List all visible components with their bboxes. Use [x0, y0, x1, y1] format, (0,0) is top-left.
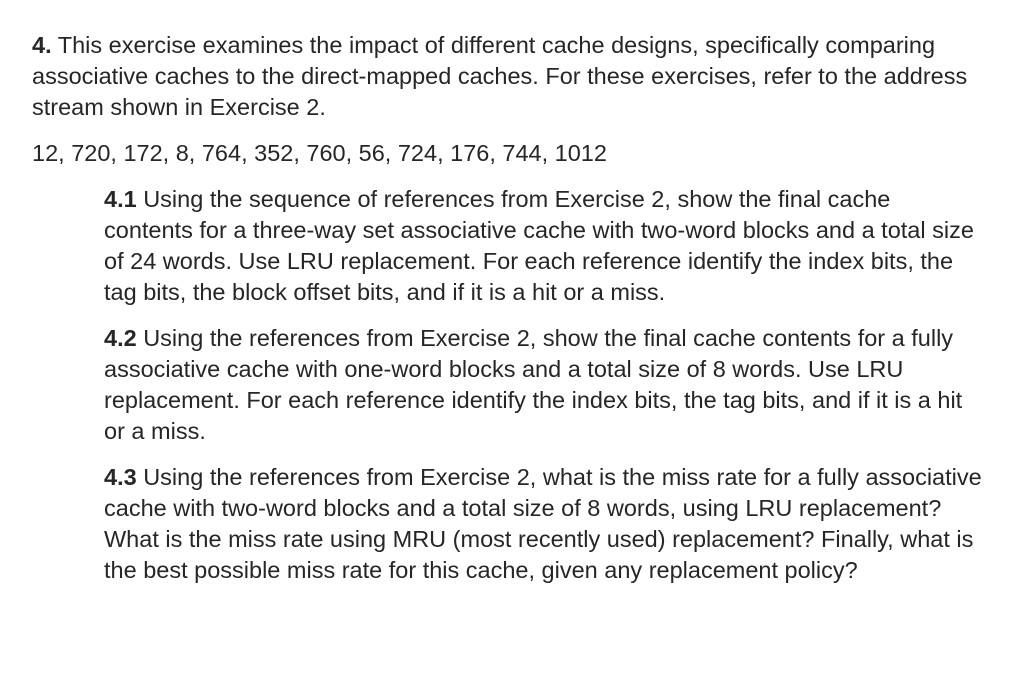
- exercise-document: [32, 30, 992, 586]
- subexercise-text: Using the sequence of references from Exercise 2, show the final cache contents for a three-way set associative cache with two-word blocks and a total size of 24 words. Use LRU replacement. For each reference identify the index bits, the tag bits, the block offset bits, and if it is a hit or a miss.: [104, 186, 974, 305]
- exercise-intro: [32, 30, 992, 123]
- subexercise-number: 4.3: [104, 464, 137, 490]
- subexercise-text: Using the references from Exercise 2, show the final cache contents for a fully associative cache with one-word blocks and a total size of 8 words. Use LRU replacement. For each reference identify the index bits, the tag bits, and if it is a hit or a miss.: [104, 325, 963, 444]
- subexercise-text: Using the references from Exercise 2, what is the miss rate for a fully associative cache with two-word blocks and a total size of 8 words, using LRU replacement? What is the miss rate using MRU (most recently used) replacement? Finally, what is the best possible miss rate for this cache, given any replacement policy?: [104, 464, 982, 583]
- exercise-intro-text: This exercise examines the impact of different cache designs, specifically comparing associative caches to the direct-mapped caches. For these exercises, refer to the address stream shown in Exercise 2.: [32, 32, 968, 120]
- subexercise-4-3: [104, 462, 984, 586]
- exercise-number: 4.: [32, 32, 52, 58]
- subexercise-number: 4.2: [104, 325, 137, 351]
- subexercise-4-2: [104, 323, 984, 447]
- subexercise-4-1: [104, 184, 984, 308]
- address-stream: 12, 720, 172, 8, 764, 352, 760, 56, 724, 176, 744, 1012: [32, 140, 607, 166]
- subexercise-number: 4.1: [104, 186, 137, 212]
